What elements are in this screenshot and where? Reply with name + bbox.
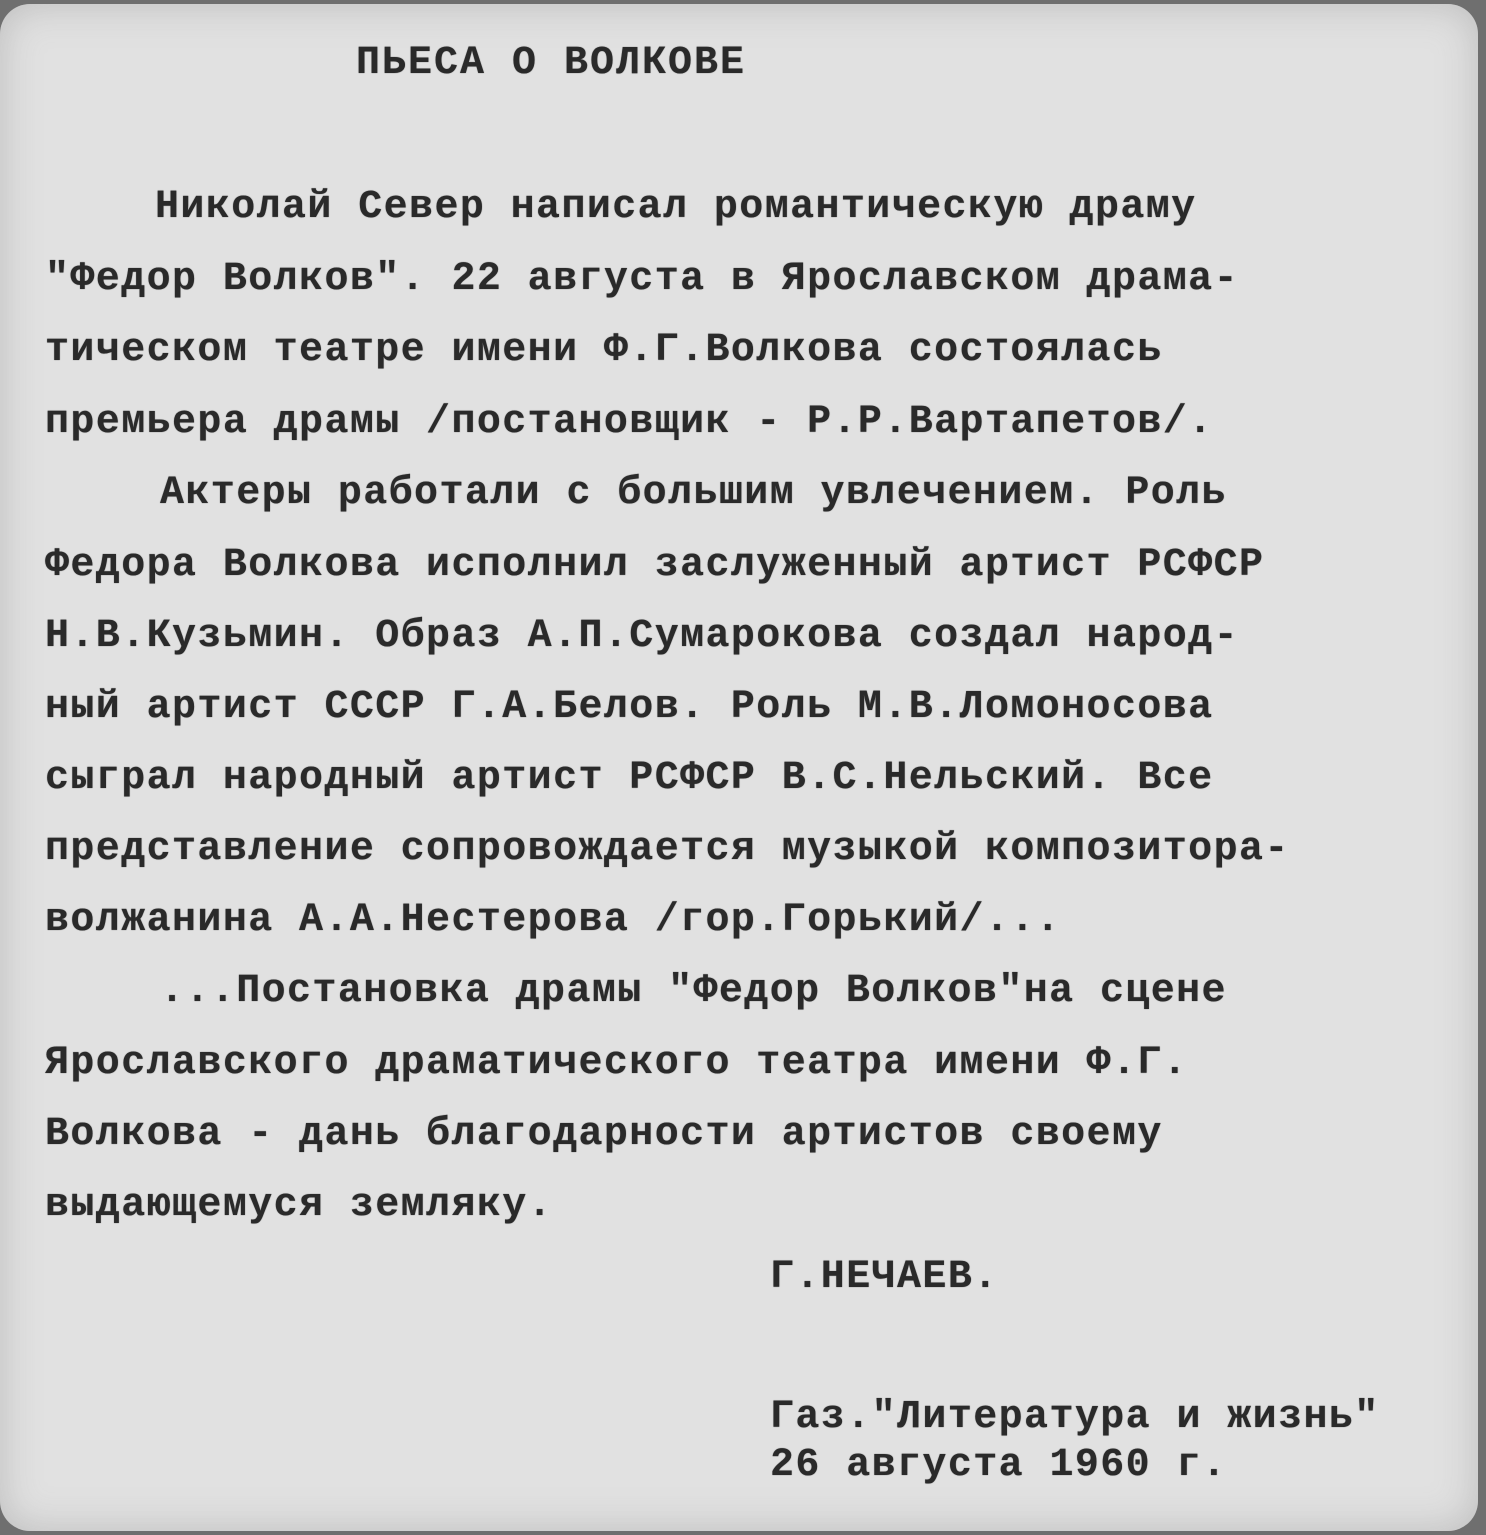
text-line-14: Волкова - дань благодарности артистов своему bbox=[45, 1112, 1163, 1157]
text-line-5: Актеры работали с большим увлечением. Роль bbox=[160, 471, 1227, 516]
text-line-3: тическом театре имени Ф.Г.Волкова состоялась bbox=[45, 328, 1163, 373]
text-line-11: волжанина А.А.Нестерова /гор.Горький/... bbox=[45, 898, 1062, 943]
text-line-6: Федора Волкова исполнил заслуженный артист РСФСР bbox=[45, 543, 1265, 588]
text-line-12: ...Постановка драмы "Федор Волков"на сцене bbox=[160, 969, 1227, 1014]
document-title: ПЬЕСА О ВОЛКОВЕ bbox=[356, 41, 747, 86]
text-line-8: ный артист СССР Г.А.Белов. Роль М.В.Ломоносова bbox=[45, 685, 1214, 730]
text-line-9: сыграл народный артист РСФСР В.С.Нельский. Все bbox=[45, 756, 1214, 801]
author-signature: Г.НЕЧАЕВ. bbox=[770, 1255, 999, 1300]
text-line-13: Ярославского драматического театра имени Ф.Г. bbox=[45, 1041, 1189, 1086]
text-line-1: Николай Север написал романтическую драму bbox=[155, 185, 1197, 230]
text-line-4: премьера драмы /постановщик - Р.Р.Вартапетов/. bbox=[45, 400, 1214, 445]
text-line-10: представление сопровождается музыкой композитора- bbox=[45, 827, 1290, 872]
typewritten-card bbox=[0, 4, 1478, 1531]
text-line-15: выдающемуся земляку. bbox=[45, 1183, 554, 1228]
text-line-2: "Федор Волков". 22 августа в Ярославском драма- bbox=[45, 257, 1239, 302]
source-newspaper: Газ."Литература и жизнь" bbox=[770, 1395, 1380, 1440]
text-line-7: Н.В.Кузьмин. Образ А.П.Сумарокова создал народ- bbox=[45, 614, 1239, 659]
source-date: 26 августа 1960 г. bbox=[770, 1443, 1228, 1488]
